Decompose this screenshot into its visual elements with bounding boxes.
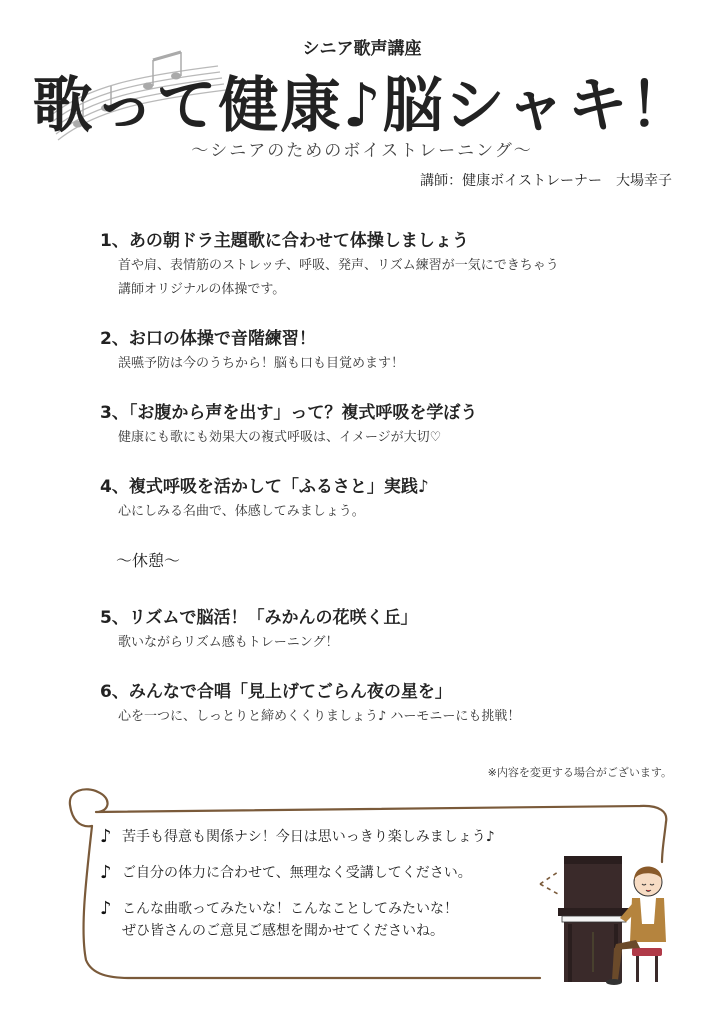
instructor-credit: 講師：健康ボイストレーナー 大場幸子: [420, 173, 672, 189]
program-item-desc: 首や肩、表情筋のストレッチ、呼吸、発声、リズム練習が一気にできちゃう: [118, 258, 559, 273]
program-item-title: 5、リズムで脳活！「みかんの花咲く丘」: [100, 608, 418, 628]
program-item-desc: 歌いながらリズム感もトレーニング！: [118, 635, 339, 650]
program-item-title: 3、「お腹から声を出す」って？複式呼吸を学ぼう: [100, 403, 478, 423]
program-item-title: 1、あの朝ドラ主題歌に合わせて体操しましょう: [100, 231, 469, 251]
message-text: 苦手も得意も関係ナシ！今日は思いっきり楽しみましょう♪: [122, 829, 495, 845]
message-item: [100, 826, 540, 848]
page-subtitle: 〜シニアのためのボイストレーニング〜: [191, 141, 533, 161]
message-list: [100, 826, 540, 956]
piano-player-illustration: [536, 832, 686, 992]
page-title: 歌って健康♪脳シャキ！: [32, 71, 692, 141]
break-label: 〜休憩〜: [116, 551, 181, 570]
program-item-desc: 誤嚥予防は今のうちから！脳も口も目覚めます！: [118, 356, 405, 371]
music-note-icon: ♪: [100, 862, 112, 883]
program-item-title: 6、みんなで合唱「見上げてごらん夜の星を」: [100, 682, 452, 702]
program-item-desc: 講師オリジナルの体操です。: [118, 282, 286, 297]
music-note-icon: ♪: [100, 826, 112, 847]
message-text: こんな曲歌ってみたいな！こんなことしてみたいな！ ぜひ皆さんのご意見ご感想を聞かせてくださいね。: [122, 901, 458, 939]
program-item-desc: 心にしみる名曲で、体感してみましょう。: [118, 504, 365, 519]
program-item-desc: 心を一つに、しっとりと締めくくりましょう♪ ハーモニーにも挑戦！: [118, 709, 521, 724]
message-text: ご自分の体力に合わせて、無理なく受講してください。: [122, 865, 472, 881]
program-item-desc: 健康にも歌にも効果大の複式呼吸は、イメージが大切♡: [118, 430, 442, 445]
change-notice: ※内容を変更する場合がございます。: [487, 766, 672, 779]
course-name: シニア歌声講座: [302, 39, 422, 59]
program-item-title: 2、お口の体操で音階練習！: [100, 329, 316, 349]
message-item: [100, 898, 540, 942]
music-note-icon: ♪: [100, 898, 112, 919]
message-item: [100, 862, 540, 884]
program-item-title: 4、複式呼吸を活かして「ふるさと」実践♪: [100, 477, 429, 497]
